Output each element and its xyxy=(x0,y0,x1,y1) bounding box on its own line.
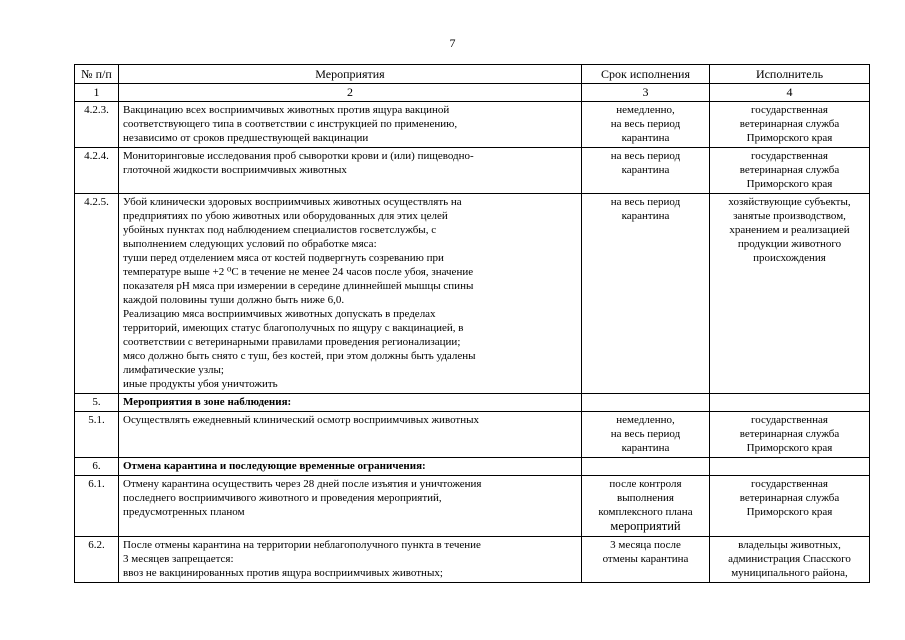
empty-cell xyxy=(582,394,710,412)
term-line: карантина xyxy=(621,210,670,222)
measure-line: Реализацию мяса восприимчивых животных допускать в пределах xyxy=(123,308,436,320)
measure-line: показателя pH мяса при измерении в середине длиннейшей мышцы спины xyxy=(123,280,474,292)
executor-line: хранением и реализацией xyxy=(729,224,850,236)
executor-line: муниципального района, xyxy=(731,567,848,579)
section-row xyxy=(75,458,870,476)
measure-line: ввоз не вакцинированных против ящура восприимчивых животных; xyxy=(123,567,443,579)
measure-line: туши перед отделением мяса от костей подвергнуть созреванию при xyxy=(123,252,444,264)
term-line: 3 месяца после xyxy=(610,539,681,551)
row-term xyxy=(582,102,710,148)
measure-line: После отмены карантина на территории неблагополучного пункта в течение xyxy=(123,539,481,551)
row-executor xyxy=(710,537,870,583)
section-title: Мероприятия в зоне наблюдения: xyxy=(119,394,582,412)
row-measure xyxy=(119,194,582,394)
row-number: 4.2.3. xyxy=(75,102,119,148)
row-executor xyxy=(710,102,870,148)
term-line: мероприятий xyxy=(610,519,681,533)
executor-line: ветеринарная служба xyxy=(739,118,840,130)
page-number: 7 xyxy=(449,36,456,50)
section-number: 5. xyxy=(75,394,119,412)
section-row xyxy=(75,394,870,412)
row-term xyxy=(582,148,710,194)
row-executor xyxy=(710,194,870,394)
row-term xyxy=(582,537,710,583)
measure-line: территорий, имеющих статус благополучных по ящуру с вакцинацией, в xyxy=(123,322,464,334)
measure-line: убойных пунктах под наблюдением специалистов госветслужбы, с xyxy=(123,224,437,236)
measure-line: мясо должно быть снято с туш, без костей, при этом должны быть удалены xyxy=(123,350,476,362)
row-measure xyxy=(119,148,582,194)
empty-cell xyxy=(710,458,870,476)
executor-line: ветеринарная служба xyxy=(739,428,840,440)
measure-line: соответствующего типа в соответствии с инструкцией по применению, xyxy=(123,118,458,130)
row-executor xyxy=(710,476,870,537)
executor-line: происхождения xyxy=(753,252,826,264)
row-measure xyxy=(119,537,582,583)
measure-line: последнего восприимчивого животного и проведения мероприятий, xyxy=(123,492,442,504)
executor-line: государственная xyxy=(751,414,828,426)
row-executor xyxy=(710,412,870,458)
executor-line: администрация Спасского xyxy=(728,553,851,565)
row-term xyxy=(582,412,710,458)
table-row xyxy=(75,412,870,458)
term-line: карантина xyxy=(621,164,670,176)
executor-line: Приморского края xyxy=(746,132,833,144)
executor-line: Приморского края xyxy=(746,178,833,190)
column-number: 3 xyxy=(582,84,710,102)
executor-line: государственная xyxy=(751,478,828,490)
term-line: выполнения xyxy=(617,492,674,504)
measure-line: температуре выше +2 ⁰С в течение не менее 24 часов после убоя, значение xyxy=(123,266,474,278)
term-line: немедленно, xyxy=(616,414,675,426)
row-number: 5.1. xyxy=(75,412,119,458)
column-number: 1 xyxy=(75,84,119,102)
column-number: 4 xyxy=(710,84,870,102)
executor-line: ветеринарная служба xyxy=(739,164,840,176)
section-title: Отмена карантина и последующие временные ограничения: xyxy=(119,458,582,476)
measures-table xyxy=(74,64,870,583)
executor-line: хозяйствующие субъекты, xyxy=(728,196,851,208)
executor-line: государственная xyxy=(751,104,828,116)
measure-line: лимфатические узлы; xyxy=(123,364,224,376)
measure-line: глоточной жидкости восприимчивых животных xyxy=(123,164,347,176)
term-line: немедленно, xyxy=(616,104,675,116)
header-executor: Исполнитель xyxy=(710,65,870,84)
executor-line: владельцы животных, xyxy=(738,539,841,551)
term-line: на весь период xyxy=(610,118,681,130)
term-line: отмены карантина xyxy=(602,553,689,565)
table-row xyxy=(75,148,870,194)
executor-line: занятые производством, xyxy=(733,210,846,222)
table-row xyxy=(75,194,870,394)
measure-line: Отмену карантина осуществить через 28 дней после изъятия и уничтожения xyxy=(123,478,482,490)
measure-line: независимо от сроков предшествующей вакцинации xyxy=(123,132,369,144)
measure-line: предприятиях по убою животных или оборудованных для этих целей xyxy=(123,210,448,222)
row-measure xyxy=(119,102,582,148)
executor-line: продукции животного xyxy=(737,238,842,250)
column-number: 2 xyxy=(119,84,582,102)
measure-line: соответствии с ветеринарными правилами проведения регионализации; xyxy=(123,336,461,348)
column-number-row xyxy=(75,84,870,102)
term-line: на весь период xyxy=(610,196,681,208)
measure-line: предусмотренных планом xyxy=(123,506,245,518)
term-line: комплексного плана xyxy=(598,506,693,518)
table-row xyxy=(75,537,870,583)
row-number: 4.2.5. xyxy=(75,194,119,394)
empty-cell xyxy=(582,458,710,476)
header-measures: Мероприятия xyxy=(119,65,582,84)
row-executor xyxy=(710,148,870,194)
term-line: на весь период xyxy=(610,150,681,162)
row-number: 4.2.4. xyxy=(75,148,119,194)
measure-line: каждой половины туши должно быть ниже 6,0. xyxy=(123,294,345,306)
term-line: карантина xyxy=(621,132,670,144)
measure-line: Осуществлять ежедневный клинический осмотр восприимчивых животных xyxy=(123,414,480,426)
measure-line: Вакцинацию всех восприимчивых животных против ящура вакциной xyxy=(123,104,450,116)
measure-line: выполнением следующих условий по обработке мяса: xyxy=(123,238,377,250)
table-row xyxy=(75,476,870,537)
measure-line: Мониторинговые исследования проб сыворотки крови и (или) пищеводно- xyxy=(123,150,474,162)
row-term xyxy=(582,194,710,394)
header-term: Срок исполнения xyxy=(582,65,710,84)
table-row xyxy=(75,102,870,148)
header-number: № п/п xyxy=(75,65,119,84)
row-number: 6.1. xyxy=(75,476,119,537)
executor-line: ветеринарная служба xyxy=(739,492,840,504)
measure-line: Убой клинически здоровых восприимчивых животных осуществлять на xyxy=(123,196,462,208)
executor-line: Приморского края xyxy=(746,506,833,518)
row-measure xyxy=(119,412,582,458)
term-line: после контроля xyxy=(609,478,682,490)
executor-line: государственная xyxy=(751,150,828,162)
term-line: карантина xyxy=(621,442,670,454)
executor-line: Приморского края xyxy=(746,442,833,454)
term-line: на весь период xyxy=(610,428,681,440)
section-number: 6. xyxy=(75,458,119,476)
row-number: 6.2. xyxy=(75,537,119,583)
table-header-row xyxy=(75,65,870,84)
row-term xyxy=(582,476,710,537)
measure-line: иные продукты убоя уничтожить xyxy=(123,378,278,390)
empty-cell xyxy=(710,394,870,412)
row-measure xyxy=(119,476,582,537)
measure-line: 3 месяцев запрещается: xyxy=(123,553,234,565)
